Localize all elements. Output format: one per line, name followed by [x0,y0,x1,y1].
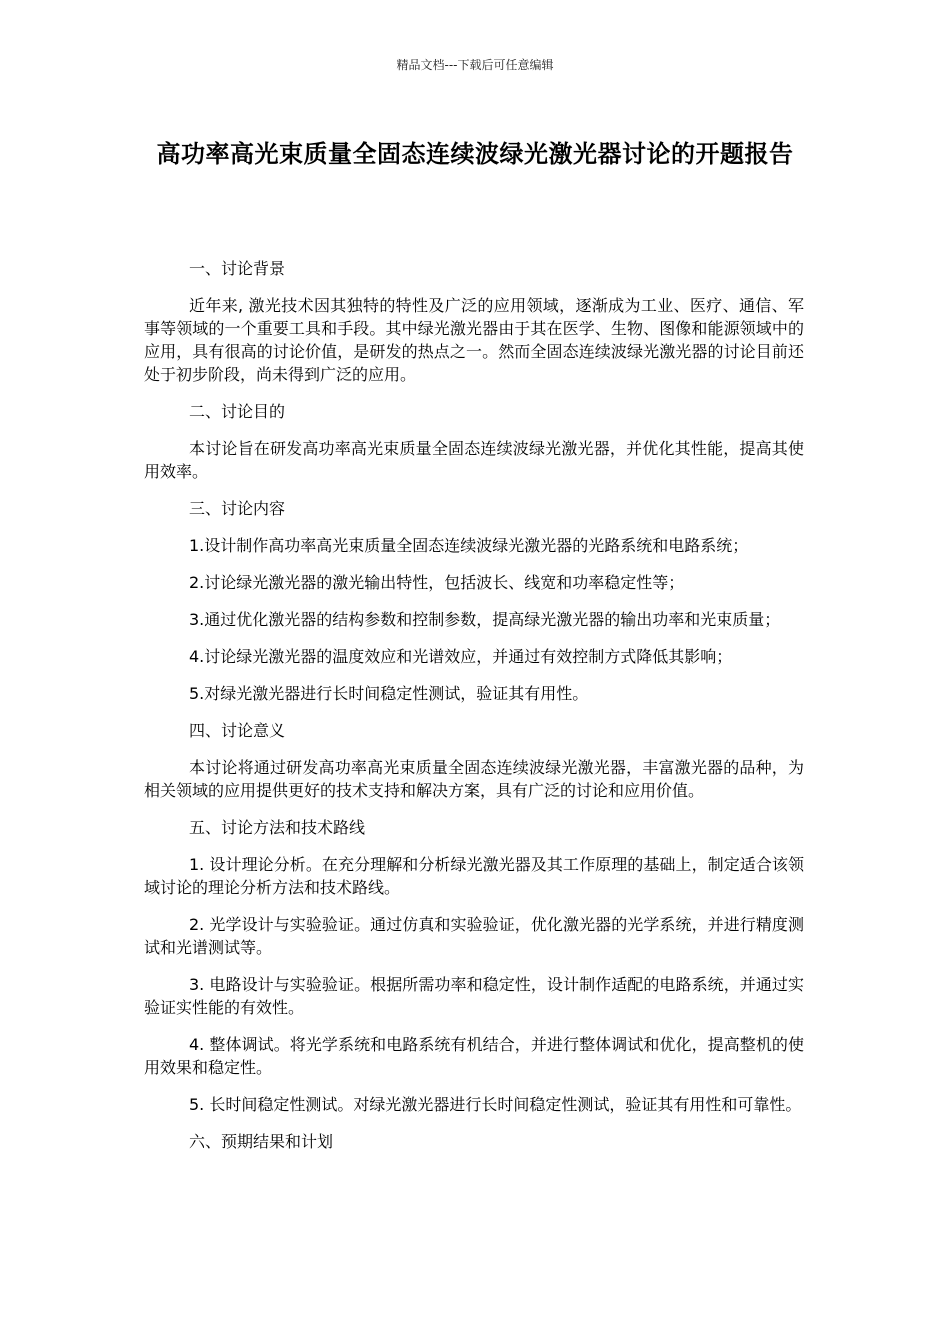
section-heading-expected: 六、预期结果和计划 [189,1132,334,1151]
content-item: 4.讨论绿光激光器的温度效应和光谱效应，并通过有效控制方式降低其影响； [189,647,733,666]
content-item: 1.设计制作高功率高光束质量全固态连续波绿光激光器的光路系统和电路系统； [189,536,749,555]
section-heading-background: 一、讨论背景 [189,259,286,278]
method-item: 1. 设计理论分析。在充分理解和分析绿光激光器及其工作原理的基础上，制定适合该领域讨论的理论分析方法和技术路线。 [144,855,804,897]
content-item: 5.对绿光激光器进行长时间稳定性测试，验证其有用性。 [189,684,589,703]
header-note: 精品文档---下载后可任意编辑 [396,58,554,72]
section-heading-purpose: 二、讨论目的 [189,402,286,421]
method-item: 4. 整体调试。将光学系统和电路系统有机结合，并进行整体调试和优化，提高整机的使用效果和稳定性。 [144,1035,804,1077]
method-item: 5. 长时间稳定性测试。对绿光激光器进行长时间稳定性测试，验证其有用性和可靠性。 [189,1095,802,1114]
document-title: 高功率高光束质量全固态连续波绿光激光器讨论的开题报告 [156,140,794,168]
section-heading-content: 三、讨论内容 [189,499,286,518]
section-heading-methods: 五、讨论方法和技术路线 [189,818,366,837]
method-item: 3. 电路设计与实验验证。根据所需功率和稳定性，设计制作适配的电路系统，并通过实验证实性能的有效性。 [144,975,804,1017]
significance-paragraph: 本讨论将通过研发高功率高光束质量全固态连续波绿光激光器，丰富激光器的品种，为相关领域的应用提供更好的技术支持和解决方案，具有广泛的讨论和应用价值。 [144,758,804,800]
content-item: 2.讨论绿光激光器的激光输出特性，包括波长、线宽和功率稳定性等； [189,573,685,592]
document-body [144,257,804,1167]
content-item: 3.通过优化激光器的结构参数和控制参数，提高绿光激光器的输出功率和光束质量； [189,610,781,629]
purpose-paragraph: 本讨论旨在研发高功率高光束质量全固态连续波绿光激光器，并优化其性能，提高其使用效率。 [144,439,804,481]
section-heading-significance: 四、讨论意义 [189,721,286,740]
method-item: 2. 光学设计与实验验证。通过仿真和实验验证，优化激光器的光学系统，并进行精度测试和光谱测试等。 [144,915,804,957]
background-paragraph: 近年来, 激光技术因其独特的特性及广泛的应用领域，逐渐成为工业、医疗、通信、军事等领域的一个重要工具和手段。其中绿光激光器由于其在医学、生物、图像和能源领域中的应用，具有很高的讨论价值，是研发的热点之一。然而全固态连续波绿光激光器的讨论目前还处于初步阶段，尚未得到广泛的应用。 [144,296,804,384]
